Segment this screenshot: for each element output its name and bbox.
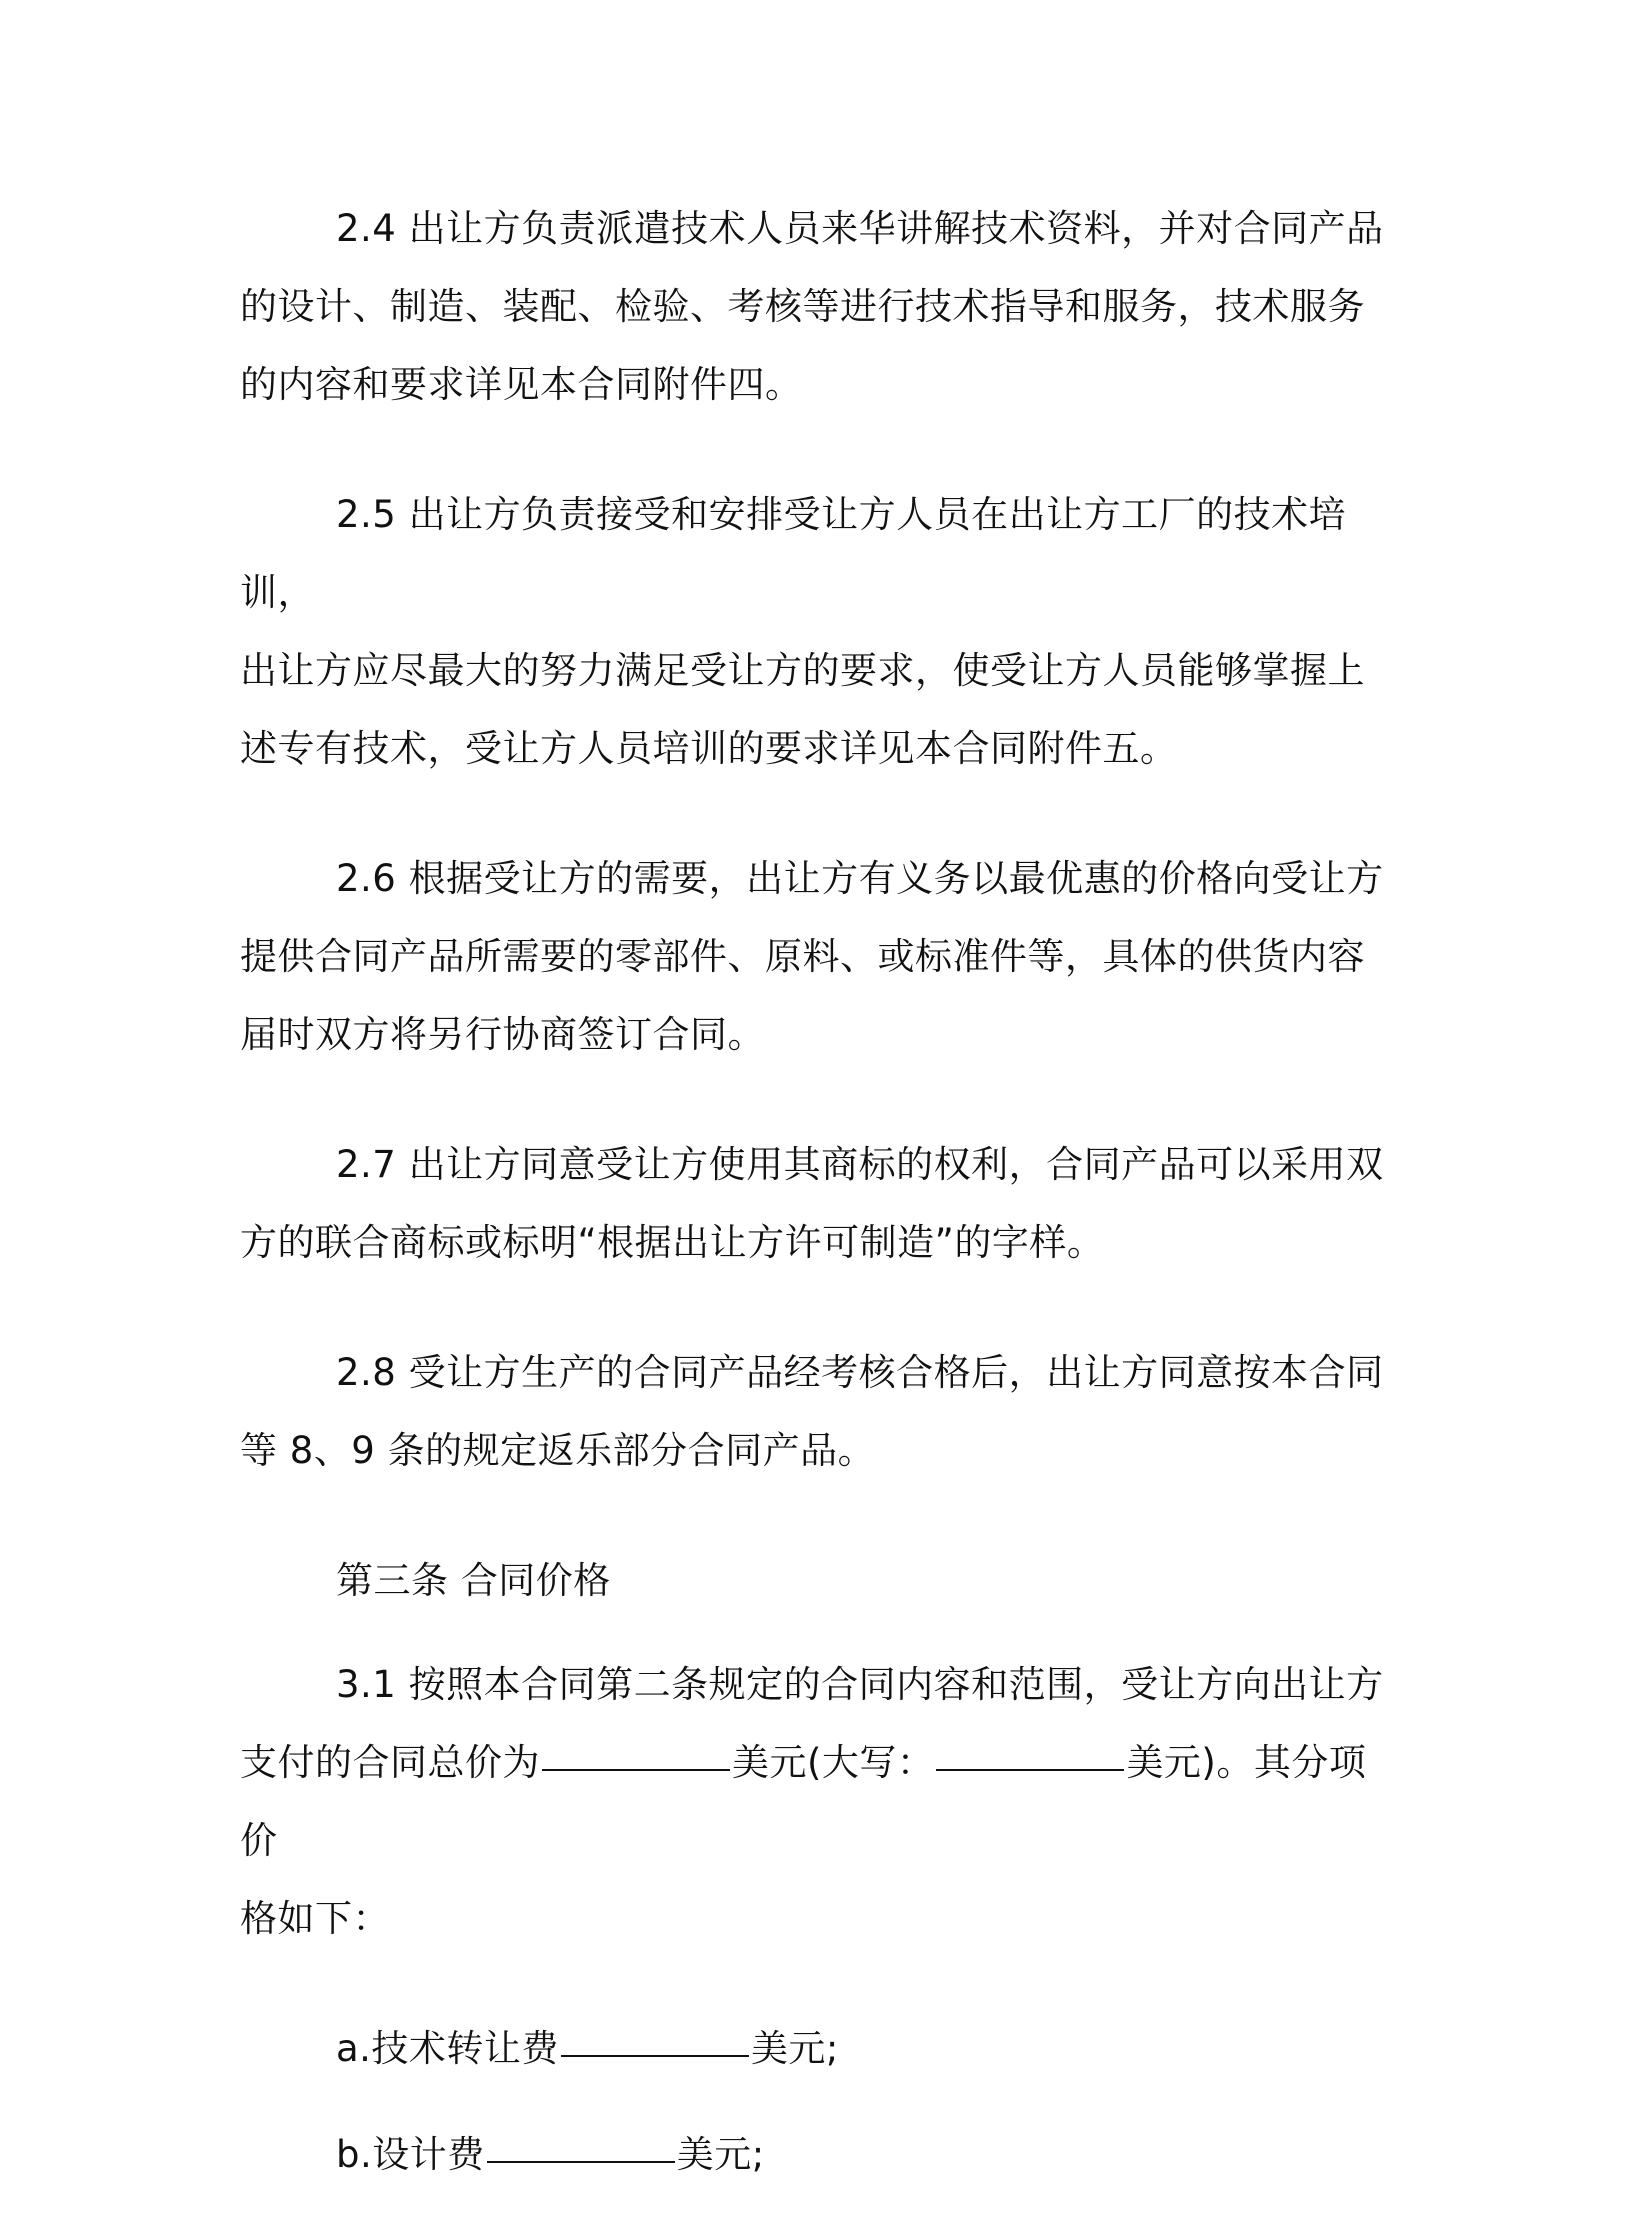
- price-item-a-label: a.技术转让费: [336, 2027, 559, 2070]
- paragraph-line: 届时双方将另行协商签订合同。: [240, 1013, 765, 1056]
- paragraph-2-8: [240, 1334, 1392, 1490]
- paragraph-line: 2.5 出让方负责接受和安排受让方人员在出让方工厂的技术培训，: [240, 493, 1347, 614]
- paragraph-2-5: [240, 476, 1392, 788]
- price-item-a-unit: 美元;: [750, 2027, 839, 2070]
- section-heading-text: 第三条 合同价格: [336, 1559, 611, 1602]
- paragraph-line: 2.6 根据受让方的需要，出让方有义务以最优惠的价格向受让方: [336, 857, 1384, 900]
- paragraph-3-1: [240, 1646, 1392, 1958]
- price-item-b-blank: [487, 2161, 675, 2163]
- price-item-b-unit: 美元;: [676, 2133, 765, 2176]
- paragraph-2-7: [240, 1126, 1392, 1282]
- paragraph-line: 提供合同产品所需要的零部件、原料、或标准件等，具体的供货内容: [240, 935, 1365, 978]
- paragraph-line: 格如下：: [240, 1897, 390, 1940]
- currency-uppercase-label: 美元(大写：: [732, 1741, 935, 1784]
- price-item-b-label: b.设计费: [336, 2133, 485, 2176]
- paragraph-line: 2.8 受让方生产的合同产品经考核合格后，出让方同意按本合同: [336, 1351, 1384, 1394]
- paragraph-2-4: [240, 190, 1392, 424]
- paragraph-line: 出让方应尽最大的努力满足受让方的要求，使受让方人员能够掌握上: [240, 649, 1365, 692]
- section-heading-3: [240, 1542, 1392, 1620]
- paragraph-line: 方的联合商标或标明“根据出让方许可制造”的字样。: [240, 1221, 1105, 1264]
- paragraph-line: 2.7 出让方同意受让方使用其商标的权利，合同产品可以采用双: [336, 1143, 1384, 1186]
- paragraph-line: 的内容和要求详见本合同附件四。: [240, 363, 803, 406]
- document-page: [240, 190, 1392, 2222]
- paragraph-line: 述专有技术，受让方人员培训的要求详见本合同附件五。: [240, 727, 1178, 770]
- paragraph-line: 2.4 出让方负责派遣技术人员来华讲解技术资料，并对合同产品: [336, 207, 1384, 250]
- uppercase-amount-blank: [936, 1769, 1124, 1771]
- paragraph-line-with-blanks: [240, 1724, 1392, 1880]
- price-item-a-blank: [561, 2055, 749, 2057]
- total-price-blank: [542, 1769, 730, 1771]
- total-price-label: 支付的合同总价为: [240, 1741, 540, 1784]
- paragraph-line: 等 8、9 条的规定返乐部分合同产品。: [240, 1429, 876, 1472]
- currency-suffix: 美元)。其分项价: [240, 1741, 1367, 1862]
- price-item-a: [240, 2010, 1392, 2088]
- paragraph-2-6: [240, 840, 1392, 1074]
- paragraph-line: 3.1 按照本合同第二条规定的合同内容和范围，受让方向出让方: [336, 1663, 1384, 1706]
- paragraph-line: 的设计、制造、装配、检验、考核等进行技术指导和服务，技术服务: [240, 285, 1365, 328]
- price-item-b: [240, 2116, 1392, 2194]
